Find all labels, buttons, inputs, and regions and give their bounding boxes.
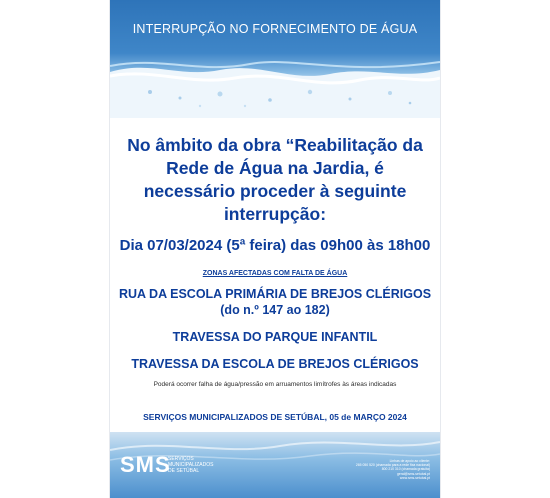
street-item: (do n.º 147 ao 182): [220, 303, 330, 317]
contact-line: 265 050 520 (chamada para a rede fixa nacional): [355, 463, 430, 468]
water-header: [110, 0, 440, 118]
header-title: INTERRUPÇÃO NO FORNECIMENTO DE ÁGUA: [132, 22, 418, 36]
logo-desc-line: MUNICIPALIZADOS: [168, 462, 214, 468]
notice-poster: [110, 0, 440, 498]
contact-line: 800 210 310 (chamada gratuita): [381, 467, 430, 472]
contact-line: geral@sms-setubal.pt: [396, 471, 430, 476]
signature-line: SERVIÇOS MUNICIPALIZADOS DE SETÚBAL, 05 de MARÇO 2024: [143, 412, 407, 422]
zones-heading: ZONAS AFECTADAS COM FALTA DE ÁGUA: [202, 270, 348, 277]
contact-line: www.sms-setubal.pt: [399, 475, 430, 480]
footer-band: [110, 432, 440, 498]
logo-desc-line: DE SETÚBAL: [168, 468, 200, 474]
intro-text: No âmbito da obra “Reabilitação da Rede de Água na Jardia, é necessário proceder à seguinte interrupção:: [127, 135, 423, 224]
sms-logo: SMS: [120, 452, 171, 477]
notice-content: [110, 118, 440, 422]
note-text: Poderá ocorrer falha de água/pressão em arruamentos limítrofes às áreas indicadas: [153, 381, 397, 388]
street-item: TRAVESSA DA ESCOLA DE BREJOS CLÉRIGOS: [131, 357, 419, 371]
contact-line: Linhas de apoio ao cliente:: [389, 459, 430, 463]
logo-desc-line: SERVIÇOS: [168, 456, 194, 462]
logo-description: [168, 456, 213, 474]
street-item: TRAVESSA DO PARQUE INFANTIL: [172, 330, 378, 344]
interruption-date: Dia 07/03/2024 (5ª feira) das 09h00 às 18h00: [119, 237, 431, 254]
street-item: RUA DA ESCOLA PRIMÁRIA DE BREJOS CLÉRIGOS: [118, 287, 432, 301]
contact-info: [320, 459, 430, 480]
